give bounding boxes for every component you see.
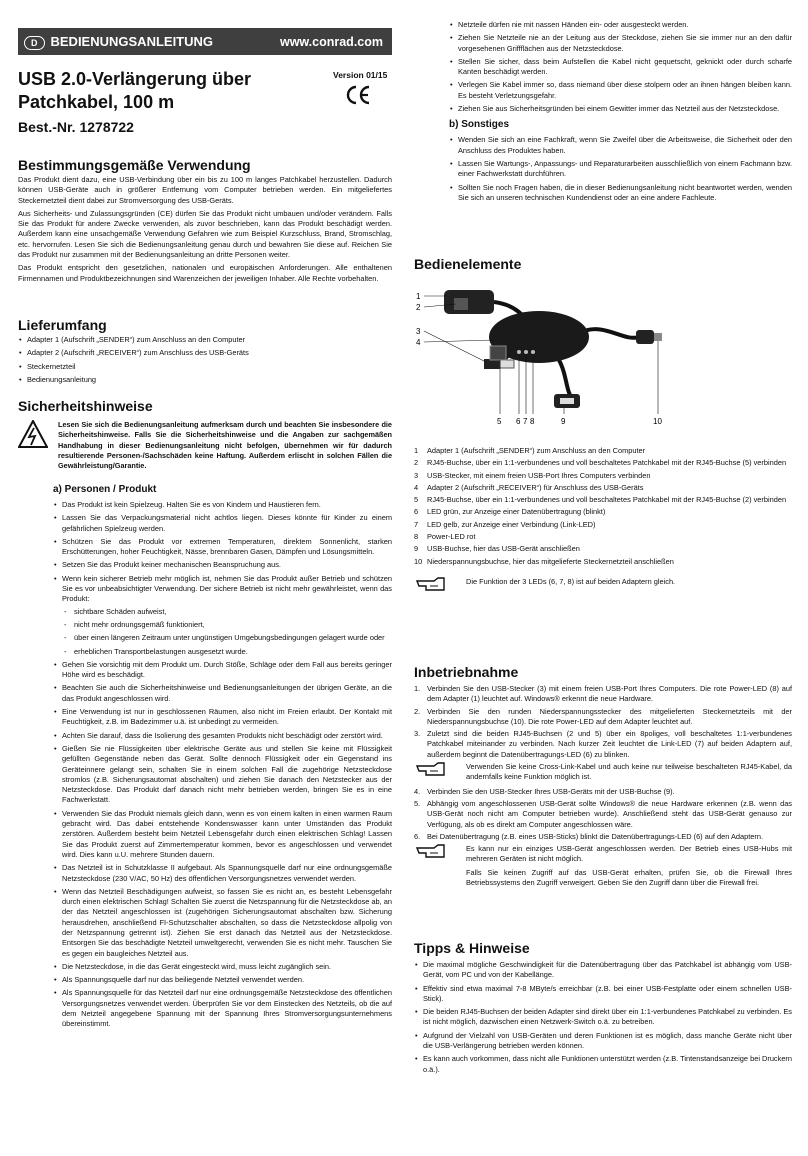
ce-mark-icon bbox=[345, 84, 371, 106]
tipps-list bbox=[414, 960, 792, 1075]
list-item: • Aufgrund der Vielzahl von USB-Geräten und deren Funktionen ist es möglich, dass manche Geräte nicht über die USB-Verlängerung betrieben werden können. bbox=[414, 1031, 792, 1052]
section-tipps bbox=[414, 940, 792, 1078]
callout-9: 9 bbox=[561, 417, 566, 426]
product-diagram bbox=[414, 282, 792, 432]
note-cables bbox=[414, 762, 792, 783]
list-item: • Lassen Sie das Verpackungsmaterial nicht achtlos liegen. Dieses könnte für Kinder zu einem gefährlichen Spielzeug werden. bbox=[53, 513, 392, 534]
section-lieferumfang bbox=[18, 317, 392, 388]
personen-list bbox=[53, 500, 392, 1030]
heading-inbetriebnahme: Inbetriebnahme bbox=[414, 664, 519, 680]
note-leds bbox=[414, 577, 792, 587]
list-item: • Das Produkt ist kein Spielzeug. Halten Sie es von Kindern und Haustieren fern. bbox=[53, 500, 392, 510]
item-text: Niederspannungsbuchse, hier das mitgelieferte Steckernetzteil anschließen bbox=[427, 556, 674, 566]
step-number: 4. bbox=[414, 786, 421, 796]
list-item: • Setzen Sie das Produkt keiner mechanischen Beanspruchung aus. bbox=[53, 560, 392, 570]
header-url: www.conrad.com bbox=[279, 34, 383, 49]
item-number: 2 bbox=[414, 458, 419, 468]
note-hub bbox=[414, 844, 792, 888]
list-item bbox=[414, 483, 792, 493]
list-item: • Beachten Sie auch die Sicherheitshinweise und Bedienungsanleitungen der übrigen Geräte, an die das Produkt angeschlossen wird. bbox=[53, 683, 392, 704]
step-item bbox=[414, 787, 792, 797]
list-item: • Die maximal mögliche Geschwindigkeit für die Datenübertragung über das Patchkabel ist abhängig vom USB-Gerät, vom PC und von der Kabellänge. bbox=[414, 960, 792, 981]
rj45-port-receiver bbox=[490, 346, 506, 360]
step-text: Verbinden Sie den USB-Stecker Ihres USB-Geräts mit der USB-Buchse (9). bbox=[427, 786, 675, 796]
callout-8: 8 bbox=[530, 417, 535, 426]
heading-bedienelemente: Bedienelemente bbox=[414, 256, 522, 272]
subheading-personen: a) Personen / Produkt bbox=[53, 484, 157, 495]
item-text: USB-Stecker, mit einem freien USB-Port Ihres Computers verbinden bbox=[427, 470, 651, 480]
callout-4: 4 bbox=[416, 338, 421, 347]
top-safety-list bbox=[449, 20, 792, 114]
step-number: 5. bbox=[414, 798, 421, 808]
step-item bbox=[414, 729, 792, 760]
dash-list bbox=[62, 607, 392, 657]
list-item bbox=[414, 557, 792, 567]
list-item: • Ziehen Sie aus Sicherheitsgründen bei einem Gewitter immer das Netzteil aus der Netzsteckdose. bbox=[449, 104, 792, 114]
inbetrieb-steps bbox=[414, 684, 792, 760]
list-item: • Ziehen Sie Netzteile nie an der Leitung aus der Steckdose, ziehen Sie sie immer nur an den dafür vorgesehenen Griffflächen aus der Netzsteckdose. bbox=[449, 33, 792, 54]
item-number: 4 bbox=[414, 482, 419, 492]
list-item: • Verwenden Sie das Produkt niemals gleich dann, wenn es von einem kalten in einen warmen Raum gebracht wird. Das dabei entstehende Kondenswasser kann unter Umständen das Produkt zerstören. Außerdem besteht beim Netzteil Lebensgefahr durch einen elektrischen Schlag! Lassen Sie das Produkt zuerst auf Zimmertemperatur kommen, bevor es angeschlossen und verwendet wird. Dies kann u.U. mehrere Stunden dauern. bbox=[53, 809, 392, 860]
callout-1: 1 bbox=[416, 292, 421, 301]
list-item: • Verlegen Sie Kabel immer so, dass niemand über diese stolpern oder an ihnen hängen bleiben kann. Es besteht Verletzungsgefahr. bbox=[449, 80, 792, 101]
list-item: • Steckernetzteil bbox=[18, 362, 392, 372]
list-item: • Als Spannungsquelle für das Netzteil darf nur eine ordnungsgemäße Netzsteckdose des öffentlichen Versorgungsnetzes verwendet werden. Überprüfen Sie vor dem Einstecken des Netzteils, ob die auf dem Netzteil angegebene Spannung mit der Spannung Ihres Stromversorgungsunternehmens übereinstimmt. bbox=[53, 988, 392, 1029]
list-item: • Es kann auch vorkommen, dass nicht alle Funktionen unterstützt werden (z.B. Tintenstandsanzeige bei Druckern o.ä.). bbox=[414, 1054, 792, 1075]
list-item bbox=[53, 574, 392, 657]
note-leds-text: Die Funktion der 3 LEDs (6, 7, 8) ist auf beiden Adaptern gleich. bbox=[466, 576, 676, 586]
list-item bbox=[414, 520, 792, 530]
warning-block bbox=[18, 420, 392, 471]
step-number: 6. bbox=[414, 831, 421, 841]
heading-lieferumfang: Lieferumfang bbox=[18, 317, 107, 333]
list-item: • Adapter 1 (Aufschrift „SENDER“) zum Anschluss an den Computer bbox=[18, 335, 392, 345]
subheading-sonstiges: b) Sonstiges bbox=[449, 119, 510, 131]
version-label: Version 01/15 bbox=[333, 70, 388, 80]
list-item bbox=[414, 446, 792, 456]
inbetrieb-steps-2 bbox=[414, 787, 792, 842]
bestimmung-p1: Das Produkt dient dazu, eine USB-Verbindung über ein bis zu 100 m langes Patchkabel herzustellen. Dadurch können USB-Geräte auch in größerer Entfernung vom Computer betrieben werden. Ein mitgeliefertes Steckernetzteil dient dabei zur Stromversorgung des USB-Geräts. bbox=[18, 175, 392, 205]
callout-5: 5 bbox=[497, 417, 502, 426]
dc-socket bbox=[636, 330, 654, 344]
list-item: • Netzteile dürfen nie mit nassen Händen ein- oder ausgesteckt werden. bbox=[449, 20, 792, 30]
header-bar bbox=[18, 28, 392, 55]
bestimmung-p2: Aus Sicherheits- und Zulassungsgründen (CE) dürfen Sie das Produkt nicht umbauen und/oder verändern. Falls Sie das Produkt für andere Zwecke verwenden, als zuvor beschrieben, kann das Produkt beschädigt werden. Außerdem kann eine unsachgemäße Verwendung Gefahren wie zum Beispiel Kurzschluss, Brand, Stromschlag, etc. hervorrufen. Lesen Sie sich die Bedienungsanleitung genau durch und bewahren Sie diese auf. Reichen Sie das Produkt nur zusammen mit der Bedienungsanleitung an dritte Personen weiter. bbox=[18, 208, 392, 260]
item-text: LED grün, zur Anzeige einer Datenübertragung (blinkt) bbox=[427, 507, 606, 517]
usb-plug-metal bbox=[500, 360, 514, 368]
list-item: • Die beiden RJ45-Buchsen der beiden Adapter sind direkt über ein 1:1-verbundenes Patchkabel zu verbinden. Es ist nicht möglich, dazwischen einen Netzwerk-Switch o.ä. zu betreiben. bbox=[414, 1007, 792, 1028]
list-item: • Bedienungsanleitung bbox=[18, 375, 392, 385]
item-text: USB-Buchse, hier das USB-Gerät anschließen bbox=[427, 544, 580, 554]
item-text: Power-LED rot bbox=[427, 532, 476, 542]
list-item: • Adapter 2 (Aufschrift „RECEIVER“) zum Anschluss des USB-Geräts bbox=[18, 348, 392, 358]
section-right-top bbox=[449, 20, 792, 206]
item-number: 8 bbox=[414, 532, 419, 542]
step-number: 1. bbox=[414, 684, 421, 693]
heading-sicherheit-wrap bbox=[18, 398, 153, 414]
pointing-hand-icon bbox=[416, 762, 446, 777]
section-bestimmung bbox=[18, 157, 392, 284]
step-item bbox=[414, 684, 792, 705]
led-red bbox=[531, 350, 535, 354]
language-badge: D bbox=[24, 36, 45, 50]
step-text: Verbinden Sie den runden Niederspannungsstecker des mitgelieferten Steckernetzteils mit der Niederspannungsbuchse (10). Die rote Power-LED auf dem Adapter leuchtet auf. bbox=[427, 706, 792, 726]
list-item: • Gießen Sie nie Flüssigkeiten über elektrische Geräte aus und stellen Sie keine mit Flüssigkeit gefüllten Gegenstände neben das Gerät. Sollte dennoch Flüssigkeit oder ein Gegenstand ins Geräteinnere gelangt sein, schalten Sie in einem solchen Fall die zugehörige Netzsteckdose stromlos (z.B. Sicherungsautomat abschalten) und ziehen Sie danach den Netzstecker aus der Netzsteckdose. Das Produkt darf danach nicht mehr betrieben werden, bringen Sie es in eine Fachwerkstatt. bbox=[53, 744, 392, 806]
item-text: LED gelb, zur Anzeige einer Verbindung (Link-LED) bbox=[427, 519, 596, 529]
step-text: Abhängig vom angeschlossenen USB-Gerät sollte Windows® die neue Hardware erkennen (z.B. wenn das USB-Gerät noch nicht am Computer betrieben wurde). Anschließend steht das USB-Gerät genauso zur Verfügung, als ob es direkt am Computer angeschlossen wäre. bbox=[427, 798, 792, 829]
step-text: Verbinden Sie den USB-Stecker (3) mit einem freien USB-Port Ihres Computers. Die rote Power-LED (8) auf dem Adapter (1) leuchtet auf. Windows® erkennt die neue Hardware. bbox=[427, 684, 792, 704]
heading-bedien-wrap bbox=[414, 256, 521, 272]
step-item bbox=[414, 832, 792, 842]
bestimmung-p3: Das Produkt entspricht den gesetzlichen, nationalen und europäischen Anforderungen. Alle enthaltenen Firmennamen und Produktbezeichnungen sind Warenzeichen der jeweiligen Inhaber. Alle Rechte vorbehalten. bbox=[18, 263, 392, 283]
list-item bbox=[414, 544, 792, 554]
list-item: • Wenn das Netzteil Beschädigungen aufweist, so fassen Sie es nicht an, es besteht Lebensgefahr durch einen elektrischen Schlag! Schalten Sie zuerst die Netzspannung für die Netzsteckdose ab, an der das Netzteil angeschlossen ist (zugehörigen Sicherungsautomat abschalten bzw. Sicherung herausdrehen, anschließend FI-Schutzschalter abschalten, so dass die Netzsteckdose allpolig von der Netzspannung getrennt ist). Ziehen Sie erst danach das Netzteil aus der Netzsteckdose. Entsorgen Sie das beschädigte Netzteil umweltgerecht, verwenden Sie es nicht mehr. Tauschen Sie es gegen ein baugleiches Netzteil aus. bbox=[53, 887, 392, 959]
list-item: • Wenden Sie sich an eine Fachkraft, wenn Sie Zweifel über die Arbeitsweise, die Sicherheit oder den Anschluss des Produktes haben. bbox=[449, 135, 792, 156]
list-item: • Schützen Sie das Produkt vor extremen Temperaturen, direktem Sonnenlicht, starken Erschütterungen, hoher Feuchtigkeit, Nässe, brennbaren Gasen, Dämpfen und Lösungsmitteln. bbox=[53, 537, 392, 558]
item-number: 5 bbox=[414, 495, 419, 505]
item-number: 6 bbox=[414, 507, 419, 517]
dash-item: - erheblichen Transportbelastungen ausgesetzt wurde. bbox=[62, 647, 392, 657]
lieferumfang-list bbox=[18, 335, 392, 385]
section-inbetrieb bbox=[414, 664, 792, 892]
callout-2: 2 bbox=[416, 303, 421, 312]
item-text: Adapter 2 (Aufschrift „RECEIVER“) für Anschluss des USB-Geräts bbox=[427, 482, 644, 492]
step-text: Zuletzt sind die beiden RJ45-Buchsen (2 und 5) über ein 8poliges, voll beschaltetes 1:1-verbundenes Patchkabel miteinander zu verbinden. Nach kurzer Zeit leuchtet die Link-LED (7) auf beiden Adaptern auf, außerdem beginnt die Datenübertragungs-LED (6) zu blinken. bbox=[427, 729, 792, 759]
led-yellow bbox=[524, 350, 528, 354]
callout-7: 7 bbox=[523, 417, 528, 426]
sonstiges-list bbox=[449, 135, 792, 203]
list-item: • Effektiv sind etwa maximal 7-8 MByte/s erreichbar (z.B. bei einer USB-Festplatte oder einem schnellen USB-Stick). bbox=[414, 984, 792, 1005]
list-item bbox=[414, 471, 792, 481]
step-number: 3. bbox=[414, 729, 421, 739]
item-text: RJ45-Buchse, über ein 1:1-verbundenes und voll beschaltetes Patchkabel mit der RJ45-Buchse (2) verbinden bbox=[427, 495, 787, 505]
step-text: Bei Datenübertragung (z.B. eines USB-Sticks) blinkt die Datenübertragungs-LED (6) auf den Adaptern. bbox=[427, 831, 764, 841]
item-text: RJ45-Buchse, über ein 1:1-verbundenes und voll beschaltetes Patchkabel mit der RJ45-Buchse (5) verbinden bbox=[427, 458, 787, 468]
list-item bbox=[414, 507, 792, 517]
rj45-port-sender bbox=[454, 298, 468, 310]
item-text: Adapter 1 (Aufschrift „SENDER“) zum Anschluss an den Computer bbox=[427, 446, 646, 455]
note-cables-text: Verwenden Sie keine Cross-Link-Kabel und auch keine nur teilweise beschalteten RJ45-Kabel, da andernfalls keine Funktion möglich ist. bbox=[466, 762, 792, 782]
list-item: • Das Netzteil ist in Schutzklasse II aufgebaut. Als Spannungsquelle darf nur eine ordnungsgemäße Netzsteckdose (230 V/AC, 50 Hz) des öffentlichen Versorgungsnetzes verwendet werden. bbox=[53, 863, 392, 884]
dash-item: - sichtbare Schäden aufweist, bbox=[62, 607, 392, 617]
list-item: • Die Netzsteckdose, in die das Gerät eingesteckt wird, muss leicht zugänglich sein. bbox=[53, 962, 392, 972]
heading-sicherheit: Sicherheitshinweise bbox=[18, 398, 153, 414]
warning-text: Lesen Sie sich die Bedienungsanleitung aufmerksam durch und beachten Sie insbesondere die Sicherheitshinweise. Falls Sie die Sicherheitshinweise und die Angaben zur sachgemäßen Handhabung in dieser Bedienungsanleitung nicht befolgen, übernehmen wir für dadurch resultierende Personen-/Sachschäden keine Haftung. Außerdem erlischt in solchen Fällen die Gewährleistung/Garantie. bbox=[58, 420, 392, 471]
order-number: Best.-Nr. 1278722 bbox=[18, 119, 134, 135]
dash-item: - über einen längeren Zeitraum unter ungünstigen Umgebungsbedingungen gelagert wurde oder bbox=[62, 633, 392, 643]
list-item: • Gehen Sie vorsichtig mit dem Produkt um. Durch Stöße, Schläge oder dem Fall aus bereits geringer Höhe wird es beschädigt. bbox=[53, 660, 392, 681]
list-item: • Sollten Sie noch Fragen haben, die in dieser Bedienungsanleitung nicht beantwortet werden, wenden Sie sich an unseren technischen Kundendienst oder an eine andere Fachleute. bbox=[449, 183, 792, 204]
leader-line-4 bbox=[424, 340, 494, 342]
bedien-list bbox=[414, 446, 792, 567]
list-item-text: Wenn kein sicherer Betrieb mehr möglich ist, nehmen Sie das Produkt außer Betrieb und schützen Sie es vor unbeabsichtigter Verwendung. Der sichere Betrieb ist nicht mehr gewährleistet, wenn das Produkt: bbox=[62, 573, 392, 604]
dc-cable bbox=[582, 329, 639, 338]
item-number: 10 bbox=[414, 556, 423, 566]
header-title: BEDIENUNGSANLEITUNG bbox=[50, 33, 214, 49]
note-hub-text: Es kann nur ein einziges USB-Gerät angeschlossen werden. Der Betrieb eines USB-Hubs mit mehreren Geräten ist nicht möglich. bbox=[466, 844, 792, 864]
callout-6: 6 bbox=[516, 417, 521, 426]
list-item: • Achten Sie darauf, dass die Isolierung des gesamten Produkts nicht beschädigt oder zerstört wird. bbox=[53, 731, 392, 741]
product-title: USB 2.0-Verlängerung über Patchkabel, 100 m bbox=[18, 69, 252, 112]
item-number: 9 bbox=[414, 544, 419, 554]
list-item: • Eine Verwendung ist nur in geschlossenen Räumen, also nicht im Freien erlaubt. Der Kontakt mit Feuchtigkeit, z.B. im Badezimmer u.ä. ist unbedingt zu vermeiden. bbox=[53, 707, 392, 728]
pointing-hand-icon bbox=[416, 844, 446, 859]
item-number: 1 bbox=[414, 446, 419, 455]
usb-socket-inner bbox=[560, 398, 574, 404]
step-item bbox=[414, 707, 792, 728]
header-title-wrap bbox=[24, 34, 213, 50]
section-personen bbox=[18, 480, 392, 1033]
step-number: 2. bbox=[414, 706, 421, 716]
list-item bbox=[414, 495, 792, 505]
list-item: • Stellen Sie sicher, dass beim Aufstellen die Kabel nicht gequetscht, geknickt oder durch scharfe Kanten beschädigt werden. bbox=[449, 57, 792, 78]
callout-3: 3 bbox=[416, 327, 421, 336]
list-item: • Als Spannungsquelle darf nur das beiliegende Netzteil verwendet werden. bbox=[53, 975, 392, 985]
lightning-warning-icon bbox=[18, 420, 48, 448]
step-item bbox=[414, 799, 792, 830]
list-item: • Lassen Sie Wartungs-, Anpassungs- und Reparaturarbeiten ausschließlich von einem Fachmann bzw. einer Fachwerkstatt durchführen. bbox=[449, 159, 792, 180]
section-bedien-list bbox=[414, 446, 792, 591]
item-number: 7 bbox=[414, 519, 419, 529]
note-firewall-text: Falls Sie keinen Zugriff auf das USB-Gerät erhalten, prüfen Sie, ob die Firewall Ihres Betriebssystems den Zugriff verweigert. Geben Sie den Zugriff dann über die Firewall frei. bbox=[466, 867, 792, 888]
led-green bbox=[517, 350, 521, 354]
callout-10: 10 bbox=[653, 417, 662, 426]
leader-line-3 bbox=[424, 331, 486, 362]
heading-tipps: Tipps & Hinweise bbox=[414, 940, 530, 956]
item-number: 3 bbox=[414, 470, 419, 480]
pointing-hand-icon bbox=[416, 577, 446, 592]
list-item bbox=[414, 532, 792, 542]
dc-socket-tip bbox=[654, 333, 662, 341]
sender-adapter bbox=[444, 290, 494, 314]
dash-item: - nicht mehr ordnungsgemäß funktioniert, bbox=[62, 620, 392, 630]
heading-bestimmung: Bestimmungsgemäße Verwendung bbox=[18, 157, 251, 173]
list-item bbox=[414, 458, 792, 468]
